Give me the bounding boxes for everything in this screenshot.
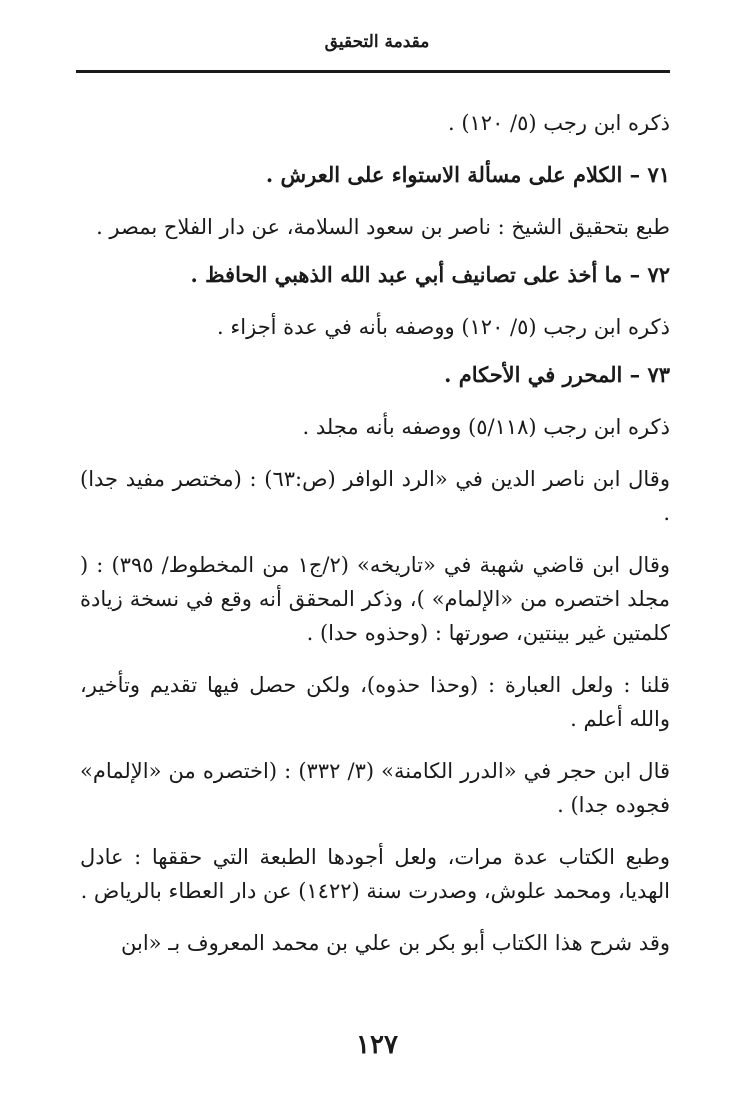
body-paragraph: وقال ابن ناصر الدين في «الرد الوافر (ص:٦٣) : (مختصر مفيد جدا) .	[80, 467, 670, 525]
body-paragraph: ذكره ابن رجب (٥/ ١٢٠) ووصفه بأنه في عدة أجزاء .	[217, 315, 670, 339]
body-paragraph: طبع بتحقيق الشيخ : ناصر بن سعود السلامة، عن دار الفلاح بمصر .	[96, 215, 670, 239]
running-head: مقدمة التحقيق	[324, 32, 430, 52]
section-heading: ٧٢ – ما أخذ على تصانيف أبي عبد الله الذهبي الحافظ .	[190, 262, 670, 287]
body-paragraph: وطبع الكتاب عدة مرات، ولعل أجودها الطبعة التي حققها : عادل الهديا، ومحمد علوش، وصدرت سنة (١٤٢٢) عن دار العطاء بالرياض .	[80, 845, 670, 903]
page-number: ١٢٧	[356, 1030, 398, 1060]
body-paragraph: وقد شرح هذا الكتاب أبو بكر بن علي بن محمد المعروف بـ «ابن	[121, 931, 670, 955]
body-paragraph: ذكره ابن رجب (٥/١١٨) ووصفه بأنه مجلد .	[302, 415, 670, 439]
section-heading: ٧١ – الكلام على مسألة الاستواء على العرش .	[265, 162, 670, 187]
body-paragraph: ذكره ابن رجب (٥/ ١٢٠) .	[447, 111, 670, 135]
body-paragraph: قال ابن حجر في «الدرر الكامنة» (٣/ ٣٣٢) : (اختصره من «الإلمام» فجوده جدا) .	[80, 759, 671, 817]
section-heading: ٧٣ – المحرر في الأحكام .	[444, 362, 670, 387]
header-rule	[76, 70, 670, 73]
page-body	[80, 106, 670, 960]
body-paragraph: قلنا : ولعل العبارة : (وحذا حذوه)، ولكن حصل فيها تقديم وتأخير، والله أعلم .	[80, 673, 670, 731]
body-paragraph: وقال ابن قاضي شهبة في «تاريخه» (٢/ج١ من المخطوط/ ٣٩٥) : ( مجلد اختصره من «الإلمام» )، وذكر المحقق أنه وقع في نسخة زيادة كلمتين غير بينتين، صورتها : (وحذوه حدا) .	[80, 553, 671, 645]
